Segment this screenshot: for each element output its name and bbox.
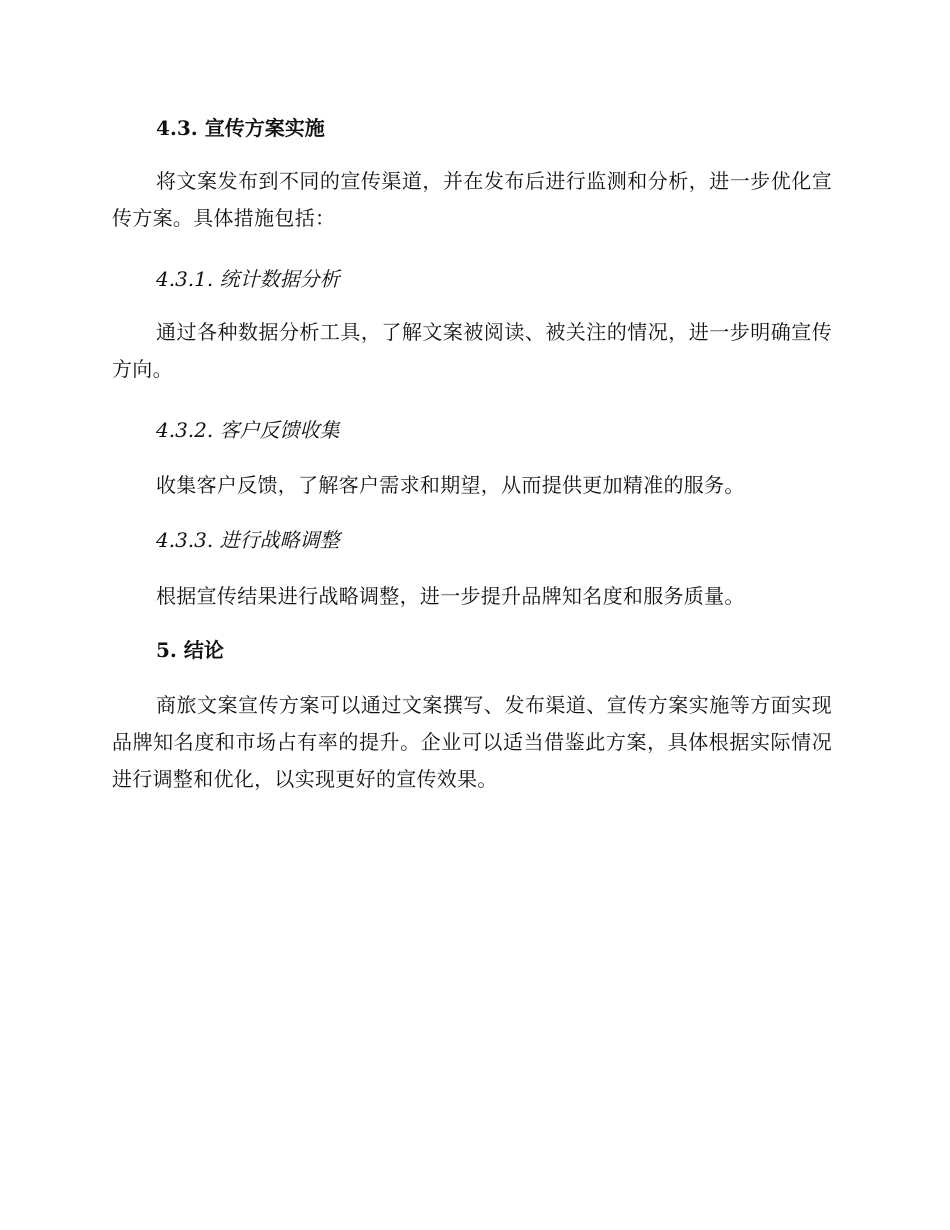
- subsection-4-3-2-text: 收集客户反馈，了解客户需求和期望，从而提供更加精准的服务。: [156, 473, 745, 497]
- section-heading-5: 5. 结论: [156, 638, 224, 662]
- section-heading-4-3: 4.3. 宣传方案实施: [156, 116, 325, 140]
- subsection-4-3-1-text: 通过各种数据分析工具，了解文案被阅读、被关注的情况，进一步明确宣传方向。: [112, 320, 832, 381]
- subsection-heading-4-3-3: 4.3.3. 进行战略调整: [156, 528, 340, 552]
- subsection-heading-4-3-2: 4.3.2. 客户反馈收集: [156, 418, 340, 442]
- section-4-3-intro: 将文案发布到不同的宣传渠道，并在发布后进行监测和分析，进一步优化宣传方案。具体措施包括：: [112, 169, 832, 230]
- section-5-text: 商旅文案宣传方案可以通过文案撰写、发布渠道、宣传方案实施等方面实现品牌知名度和市场占有率的提升。企业可以适当借鉴此方案，具体根据实际情况进行调整和优化，以实现更好的宣传效果。: [112, 693, 832, 791]
- subsection-heading-4-3-1: 4.3.1. 统计数据分析: [156, 267, 340, 291]
- subsection-4-3-3-text: 根据宣传结果进行战略调整，进一步提升品牌知名度和服务质量。: [156, 584, 745, 608]
